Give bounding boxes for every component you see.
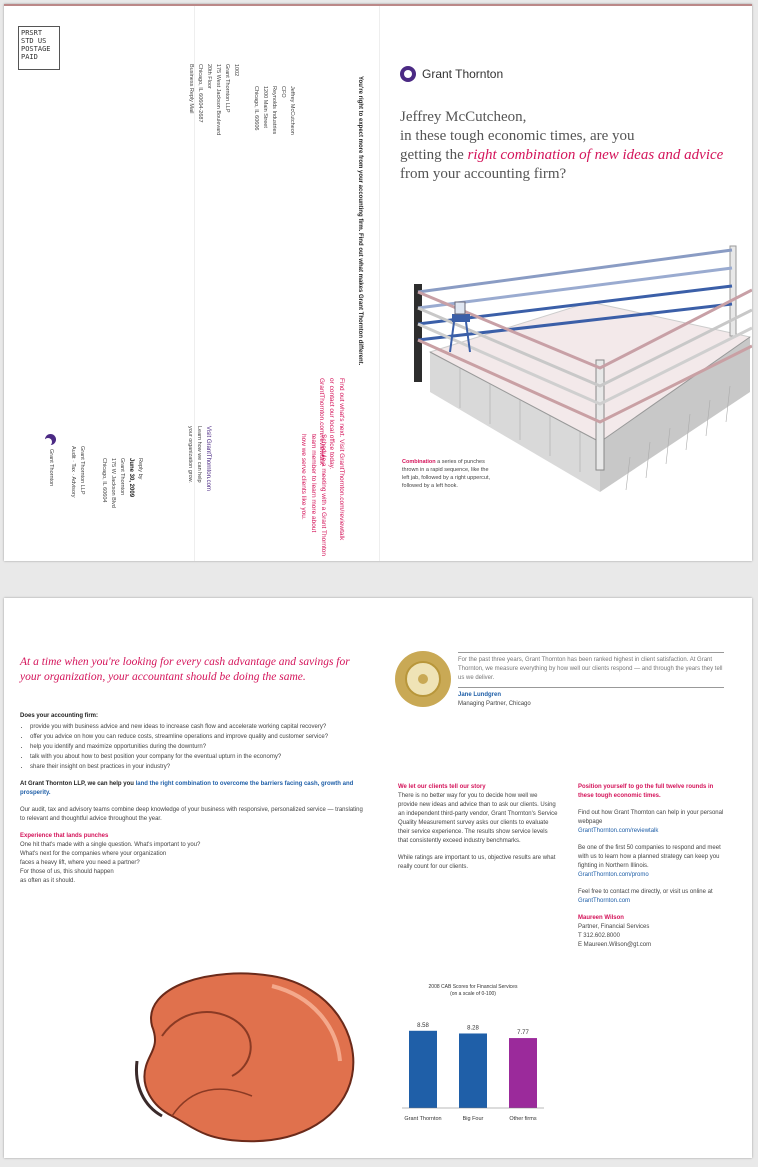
grant-thornton-logo-icon — [45, 434, 56, 445]
inside-intro: At a time when you're looking for every cash advantage and savings for your organization, your accountant should be doing the same. — [20, 656, 350, 683]
chart-data-label: 7.77 — [517, 1030, 529, 1037]
chart-data-label: 8.28 — [467, 1025, 479, 1032]
cover-caption: Combination a series of punches thrown in a rapid sequence, like the left jab, followed by a right uppercut, followed by a left hook. — [402, 459, 491, 489]
inside-column-1: We let our clients tell our story There is no better way for you to decide how well we provide new ideas and advice than to ask our clients. Using an independent third-party vendor, Grant Thornton's Service Quality Measurement survey asks our clients to evaluate their service experience. The results show service levels that consistently exceed industry benchmarks. While ratings are important to us, objective results are what really count for our clients. — [398, 784, 558, 870]
postage-stamp: PRSRT STD US POSTAGE PAID — [18, 26, 60, 70]
promo-url-link[interactable]: GrantThornton.com/promo — [578, 872, 649, 878]
chart-bar — [409, 1031, 437, 1108]
list-item: • share their insight on best practices in your industry? — [30, 763, 365, 772]
chart-data-label: 8.58 — [417, 1022, 429, 1029]
office-block: Reply by June 30, 2009 Grant Thornton 175 W Jackson Blvd Chicago, IL 60604 — [101, 458, 143, 508]
pitch: At Grant Thornton LLP, we can help you land the right combination to overcome the barriers facing cash, growth and prosperity. — [20, 781, 354, 796]
award-seal-icon — [395, 651, 451, 707]
recipient-address: Jeffrey McCutcheon CFO Reynolds Industries 1200 Main Street Chicago, IL 60606 — [253, 86, 295, 135]
experience-line: What's next for the companies where your organization — [20, 851, 167, 857]
cab-score-chart — [398, 984, 548, 1143]
body-paragraph: Our audit, tax and advisory teams combine deep knowledge of your business with responsive, personalized service — translating to relevant and thoughtful advice throughout the year. — [20, 807, 363, 822]
inside-left-copy: Does your accounting firm: • provide you with business advice and new ideas to increase cash flow and accelerate working capital recovery? • offer you advice on how you can reduce costs, streamline operations and improve quality and customer service? • help you identify and maximize opportunities during the downturn? • talk with you about how to best position your company for the eventual upturn in the economy? • share their insight on best practices in your industry? At Grant Thornton LLP, we can help you land the right combination to overcome the barriers facing cash, growth and prosperity. Our audit, tax and advisory teams combine deep knowledge of your business with responsive, personalized service — translating to relevant and thoughtful advice throughout the year. Experience that lands punches One hit that's made with a single question. What's important to you? What's next for the companies where your organization faces a heavy lift, where you need a partner? For those of us, this should happen as often as it should. — [20, 712, 365, 886]
experience-line: One hit that's made with a single question. What's important to you? — [20, 842, 201, 848]
spine-text: You're right to expect more from your accounting firm. Find out what makes Grant Thornton different. — [357, 76, 363, 366]
list-item: • offer you advice on how you can reduce costs, streamline operations and improve quality and customer service? — [30, 733, 365, 742]
question-list — [20, 723, 365, 772]
brand-logo: Grant Thornton — [400, 66, 503, 82]
cta-block: Visit GrantThornton.com Learn how we can help your organization grow. — [187, 426, 211, 491]
boxing-glove-illustration — [132, 966, 364, 1148]
contact-block: Schedule a meeting with a Grant Thornton team member to learn more about how we serve clients like you. — [300, 434, 327, 557]
chart-category-label: Big Four — [462, 1116, 484, 1122]
url-callout: Find out what's next. Visit GrantThornton.com/reviewtalk or contact our local office today. GrantThornton.com/reviewtalk — [318, 378, 345, 541]
cover-headline: Jeffrey McCutcheon, in these tough economic times, are you getting the right combination of new ideas and advice from your accounting firm? — [400, 109, 724, 182]
left-panel-logo: Grant Thornton — [45, 434, 56, 486]
grant-thornton-logo-icon — [400, 66, 416, 82]
chart-category-label: Other firms — [509, 1116, 537, 1122]
inside-column-2: Position yourself to go the full twelve rounds in these tough economic times. Find out how Grant Thornton can help in your personal webpage GrantThornton.com/reviewtalk Be one of the first 50 companies to respond and meet with us to learn how a planned strategy can keep you fighting in Northern Illinois. GrantThornton.com/promo Feel free to contact me directly, or visit us online at GrantThornton.com Maureen Wilson Partner, Financial Services T 312.602.8000 E Maureen.Wilson@gt.com — [578, 783, 728, 950]
chart-category-label: Grant Thornton — [404, 1116, 442, 1122]
return-address: 1002 Grant Thornton LLP 175 West Jackson Boulevard 20th Floor Chicago, IL 60604-2687 Business Reply Mail — [188, 64, 239, 136]
personal-url-link[interactable]: GrantThornton.com/reviewtalk — [578, 828, 659, 834]
experience-heading: Experience that lands punches — [20, 833, 109, 839]
experience-line: For those of us, this should happen — [20, 869, 114, 875]
list-item: • talk with you about how to best position your company for the eventual upturn in the economy? — [30, 753, 365, 762]
chart-subtitle: (on a scale of 0-100) — [450, 991, 496, 997]
quote-divider — [458, 652, 724, 653]
mailer-outside — [4, 4, 752, 561]
chart-bar — [459, 1033, 487, 1108]
client-quote: For the past three years, Grant Thornton has been ranked highest in client satisfaction. At Grant Thornton, we measure everything by how well our clients respond — and through the years they tell us we deliver. Jane Lundgren Managing Partner, Chicago — [458, 652, 724, 709]
chart-bar — [509, 1038, 537, 1108]
experience-line: faces a heavy lift, where you need a partner? — [20, 860, 140, 866]
list-item: • provide you with business advice and new ideas to increase cash flow and accelerate working capital recovery? — [30, 723, 365, 732]
chart-plot — [398, 998, 548, 1138]
left-panel-lines: Grant Thornton LLP Audit · Tax · Advisory — [70, 446, 85, 498]
experience-line: as often as it should. — [20, 878, 76, 884]
list-item: • help you identify and maximize opportunities during the downturn? — [30, 743, 365, 752]
website-link[interactable]: GrantThornton.com — [578, 898, 631, 904]
fold-line — [379, 6, 380, 561]
chart-title: 2008 CAB Scores for Financial Services — [428, 984, 518, 990]
